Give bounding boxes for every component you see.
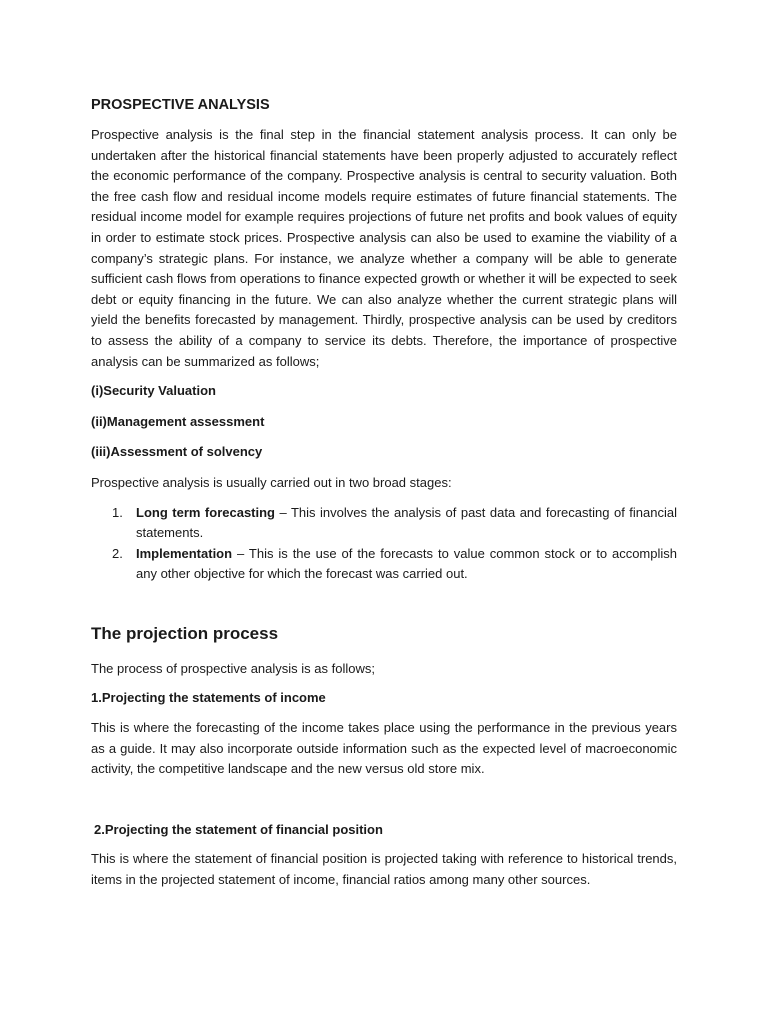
step-title: 1.Projecting the statements of income [91, 690, 326, 706]
document-body [91, 96, 677, 900]
stages-intro: Prospective analysis is usually carried out in two broad stages: [91, 474, 452, 490]
page-title: PROSPECTIVE ANALYSIS [91, 97, 270, 113]
step-title: 2.Projecting the statement of financial position [94, 821, 383, 837]
importance-item: (i)Security Valuation [91, 383, 216, 399]
importance-item: (ii)Management assessment [91, 413, 265, 429]
stage-item [91, 544, 677, 585]
section-heading: The projection process [91, 623, 279, 643]
stage-term: Long term forecasting [136, 504, 275, 520]
stage-description: – This involves the analysis of past data and forecasting of financial statements. [136, 504, 677, 541]
importance-item: (iii)Assessment of solvency [91, 444, 263, 460]
stage-number: 1. [112, 504, 123, 520]
stage-description: – This is the use of the forecasts to value common stock or to accomplish any other objective for which the forecast was carried out. [136, 545, 677, 582]
stage-term: Implementation [136, 545, 233, 561]
stages-list [91, 503, 677, 585]
stage-number: 2. [112, 545, 123, 561]
intro-paragraph: Prospective analysis is the final step in the financial statement analysis process. It can only be undertaken after the historical financial statements have been properly adjusted to accurately reflect the economic performance of the company. Prospective analysis is central to security valuation. Both the free cash flow and residual income models require estimates of future financial statements. The residual income model for example requires projections of future net profits and book values of equity in order to estimate stock prices. Prospective analysis can also be used to examine the viability of a company’s strategic plans. For instance, we analyze whether a company will be able to generate sufficient cash flows from operations to finance expected growth or whether it will be expected to seek debt or equity financing in the future. We can also analyze whether the current strategic plans will yield the benefits forecasted by management. Thirdly, prospective analysis can be used by creditors to assess the ability of a company to service its debts. Therefore, the importance of prospective analysis can be summarized as follows; [91, 127, 677, 369]
step-description: This is where the forecasting of the income takes place using the performance in the previous years as a guide. It may also incorporate outside information such as the expected level of macroeconomic activity, the competitive landscape and the new versus old store mix. [91, 720, 677, 777]
stage-item [91, 503, 677, 544]
step-description: This is where the statement of financial position is projected taking with reference to historical trends, items in the projected statement of income, financial ratios among many other sources. [91, 851, 677, 888]
projection-intro: The process of prospective analysis is as follows; [91, 660, 375, 676]
